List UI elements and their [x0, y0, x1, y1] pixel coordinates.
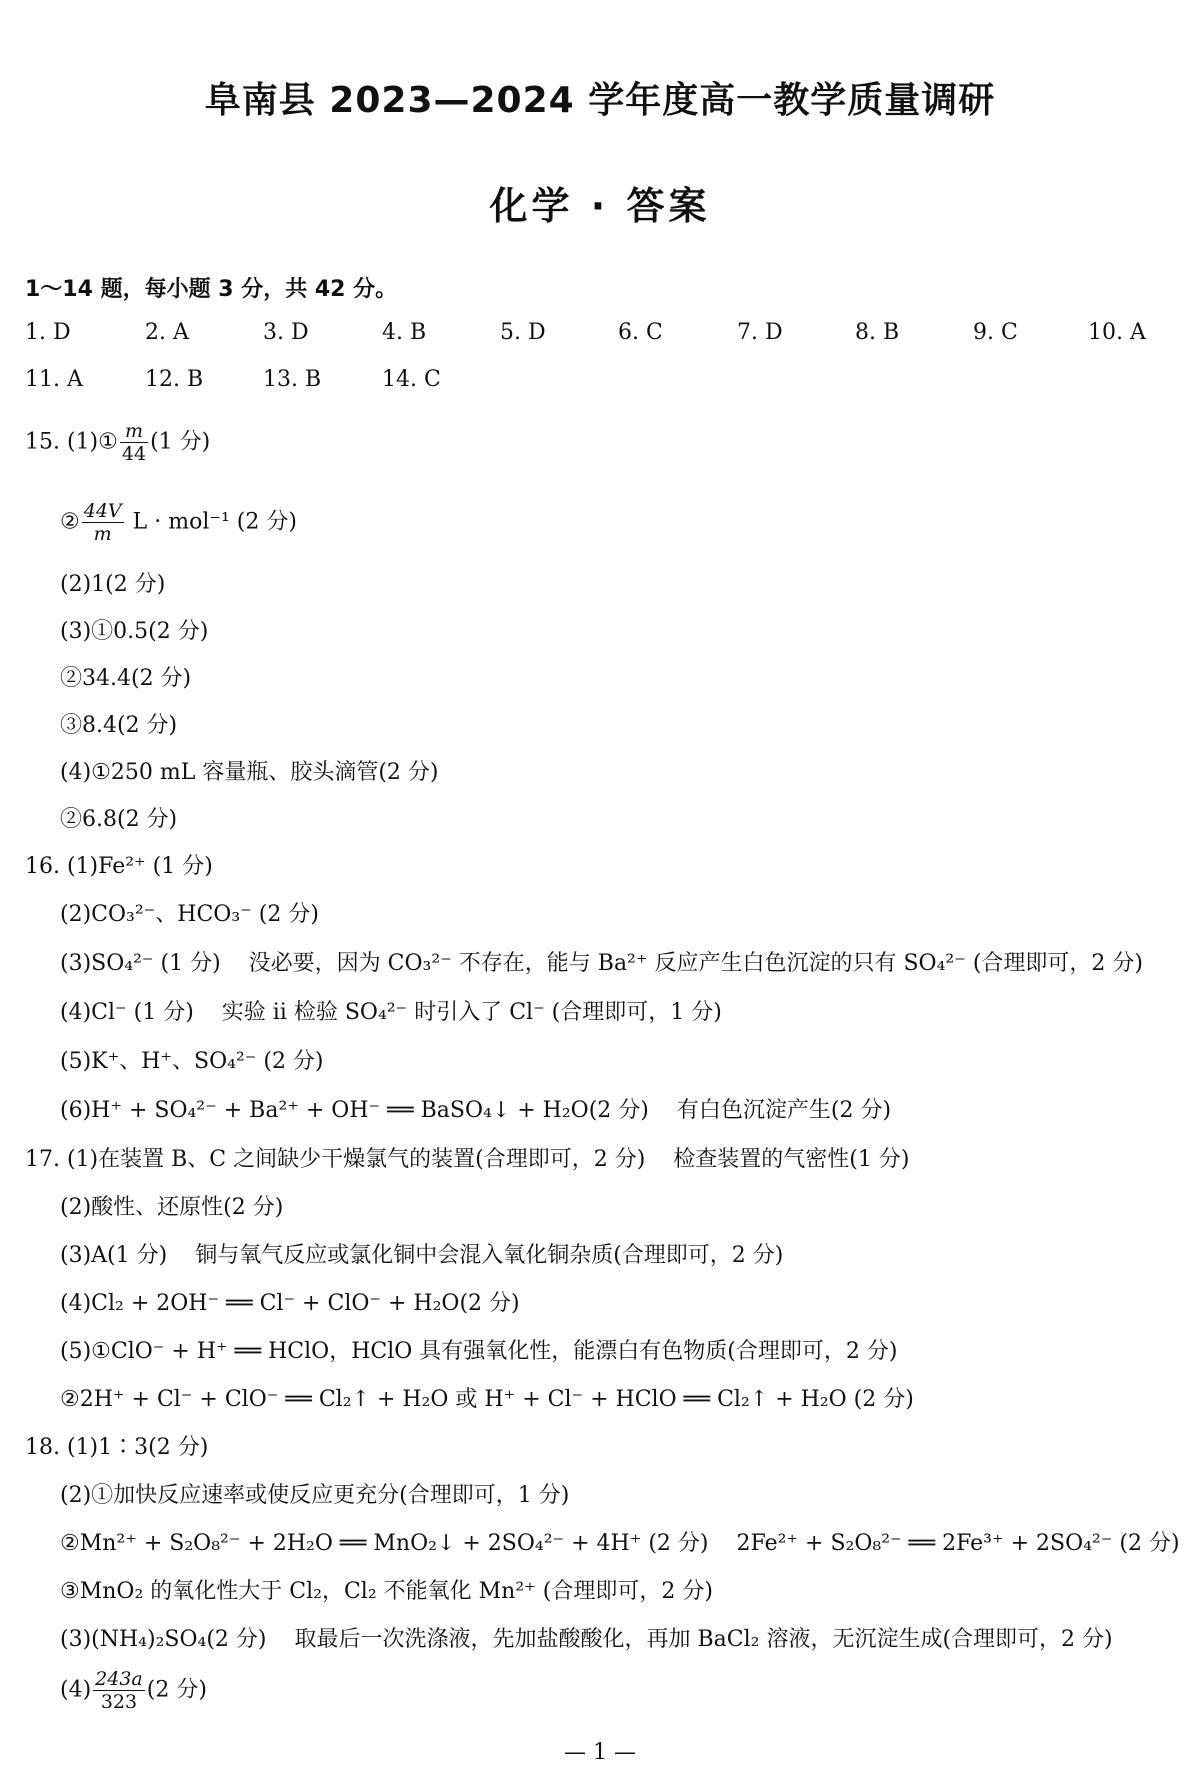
q16-line-2: (2)CO₃²⁻、HCO₃⁻ (2 分) [60, 902, 319, 927]
q15-l1-prefix: 15. (1)① [25, 429, 118, 455]
q16-line-1: 16. (1)Fe²⁺ (1 分) [25, 854, 213, 879]
q15-line-8: ②6.8(2 分) [60, 807, 178, 832]
page-title: 阜南县 2023—2024 学年度高一教学质量调研 [204, 80, 996, 121]
mc-answer-11: 11. A [25, 367, 83, 392]
mc-answer-3: 3. D [263, 320, 309, 345]
q18-line-1: 18. (1)1∶3(2 分) [25, 1435, 209, 1460]
q15-l2-denominator: m [93, 523, 112, 545]
q15-line-4: (3)①0.5(2 分) [60, 619, 209, 644]
q18-l3-equation-2: 2Fe²⁺ + S₂O₈²⁻ ══ 2Fe³⁺ + 2SO₄²⁻ (2 分) [736, 1531, 1180, 1556]
q18-l6-suffix: (2 分) [146, 1677, 207, 1703]
q17-line-3 [60, 1241, 783, 1271]
mc-answer-9: 9. C [973, 320, 1018, 345]
q18-l3-equation-1: ②Mn²⁺ + S₂O₈²⁻ + 2H₂O ══ MnO₂↓ + 2SO₄²⁻ + 4H⁺ (2 分) [60, 1531, 709, 1556]
q17-line-4: (4)Cl₂ + 2OH⁻ ══ Cl⁻ + ClO⁻ + H₂O(2 分) [60, 1291, 520, 1316]
q18-l6-prefix: (4) [60, 1677, 92, 1703]
q18-l6-numerator: 243a [95, 1668, 143, 1690]
q17-line-2: (2)酸性、还原性(2 分) [60, 1195, 284, 1220]
q18-l5-method: 取最后一次洗涤液，先加盐酸酸化，再加 BaCl₂ 溶液，无沉淀生成(合理即可，2 分) [294, 1627, 1113, 1652]
page-number: — 1 — [564, 1740, 636, 1765]
q15-l2-numerator: 44V [83, 500, 122, 522]
q17-l1-step: 检查装置的气密性(1 分) [673, 1147, 910, 1172]
mc-answer-2: 2. A [145, 320, 189, 345]
q17-line-5: (5)①ClO⁻ + H⁺ ══ HClO，HClO 具有强氧化性，能漂白有色物质(合理即可，2 分) [60, 1339, 898, 1364]
q17-l3-answer: (3)A(1 分) [60, 1243, 168, 1268]
q15-l2-fraction [82, 500, 124, 545]
mc-answer-10: 10. A [1088, 320, 1146, 345]
q18-l6-denominator: 323 [100, 1691, 138, 1713]
q18-line-3 [60, 1529, 1180, 1559]
mc-answer-6: 6. C [618, 320, 663, 345]
q16-l4-reason: 实验 ⅱ 检验 SO₄²⁻ 时引入了 Cl⁻ (合理即可，1 分) [221, 1000, 722, 1025]
q16-l6-phenomenon: 有白色沉淀产生(2 分) [676, 1098, 892, 1123]
mc-answer-12: 12. B [145, 367, 204, 392]
q18-line-5 [60, 1625, 1113, 1655]
mc-instruction: 1～14 题，每小题 3 分，共 42 分。 [25, 277, 398, 302]
q15-l2-prefix: ② [60, 509, 80, 535]
q18-line-4: ③MnO₂ 的氧化性大于 Cl₂，Cl₂ 不能氧化 Mn²⁺ (合理即可，2 分) [60, 1579, 713, 1604]
page-subtitle: 化学 · 答案 [489, 184, 711, 228]
q16-l6-equation: (6)H⁺ + SO₄²⁻ + Ba²⁺ + OH⁻ ══ BaSO₄↓ + H₂O(2 分) [60, 1098, 649, 1123]
q16-line-3 [60, 949, 1143, 979]
q15-l1-denominator: 44 [121, 443, 147, 465]
q15-line-5: ②34.4(2 分) [60, 666, 192, 691]
q16-l3-reason: 没必要，因为 CO₃²⁻ 不存在，能与 Ba²⁺ 反应产生白色沉淀的只有 SO₄²⁻ (合理即可，2 分) [248, 951, 1143, 976]
q16-l3-answer: (3)SO₄²⁻ (1 分) [60, 951, 221, 976]
q15-l1-numerator: m [120, 420, 148, 443]
q15-line-2 [60, 500, 297, 545]
q16-line-5: (5)K⁺、H⁺、SO₄²⁻ (2 分) [60, 1049, 324, 1074]
q18-l5-answer: (3)(NH₄)₂SO₄(2 分) [60, 1627, 267, 1652]
mc-answer-8: 8. B [855, 320, 900, 345]
q15-line-7: (4)①250 mL 容量瓶、胶头滴管(2 分) [60, 760, 439, 785]
q15-l2-suffix: L · mol⁻¹ (2 分) [125, 509, 297, 535]
mc-answer-4: 4. B [382, 320, 427, 345]
q15-line-6: ③8.4(2 分) [60, 713, 178, 738]
mc-answer-13: 13. B [263, 367, 322, 392]
q15-l1-fraction [120, 420, 148, 465]
q15-line-3: (2)1(2 分) [60, 572, 166, 597]
mc-answer-5: 5. D [500, 320, 546, 345]
mc-answer-1: 1. D [25, 320, 71, 345]
mc-answer-7: 7. D [737, 320, 783, 345]
q16-line-4 [60, 998, 722, 1028]
q18-line-6 [60, 1668, 207, 1713]
q16-l4-answer: (4)Cl⁻ (1 分) [60, 1000, 194, 1025]
q17-l1-answer: 17. (1)在装置 B、C 之间缺少干燥氯气的装置(合理即可，2 分) [25, 1147, 646, 1172]
q17-line-6: ②2H⁺ + Cl⁻ + ClO⁻ ══ Cl₂↑ + H₂O 或 H⁺ + Cl⁻ + HClO ══ Cl₂↑ + H₂O (2 分) [60, 1387, 914, 1412]
q15-line-1 [25, 420, 210, 465]
q15-l1-suffix: (1 分) [150, 429, 211, 455]
q18-line-2: (2)①加快反应速率或使反应更充分(合理即可，1 分) [60, 1483, 570, 1508]
q17-line-1 [25, 1145, 909, 1175]
q18-l6-fraction [93, 1668, 145, 1713]
mc-answer-14: 14. C [382, 367, 441, 392]
q16-line-6 [60, 1096, 891, 1126]
q17-l3-reason: 铜与氧气反应或氯化铜中会混入氧化铜杂质(合理即可，2 分) [195, 1243, 784, 1268]
